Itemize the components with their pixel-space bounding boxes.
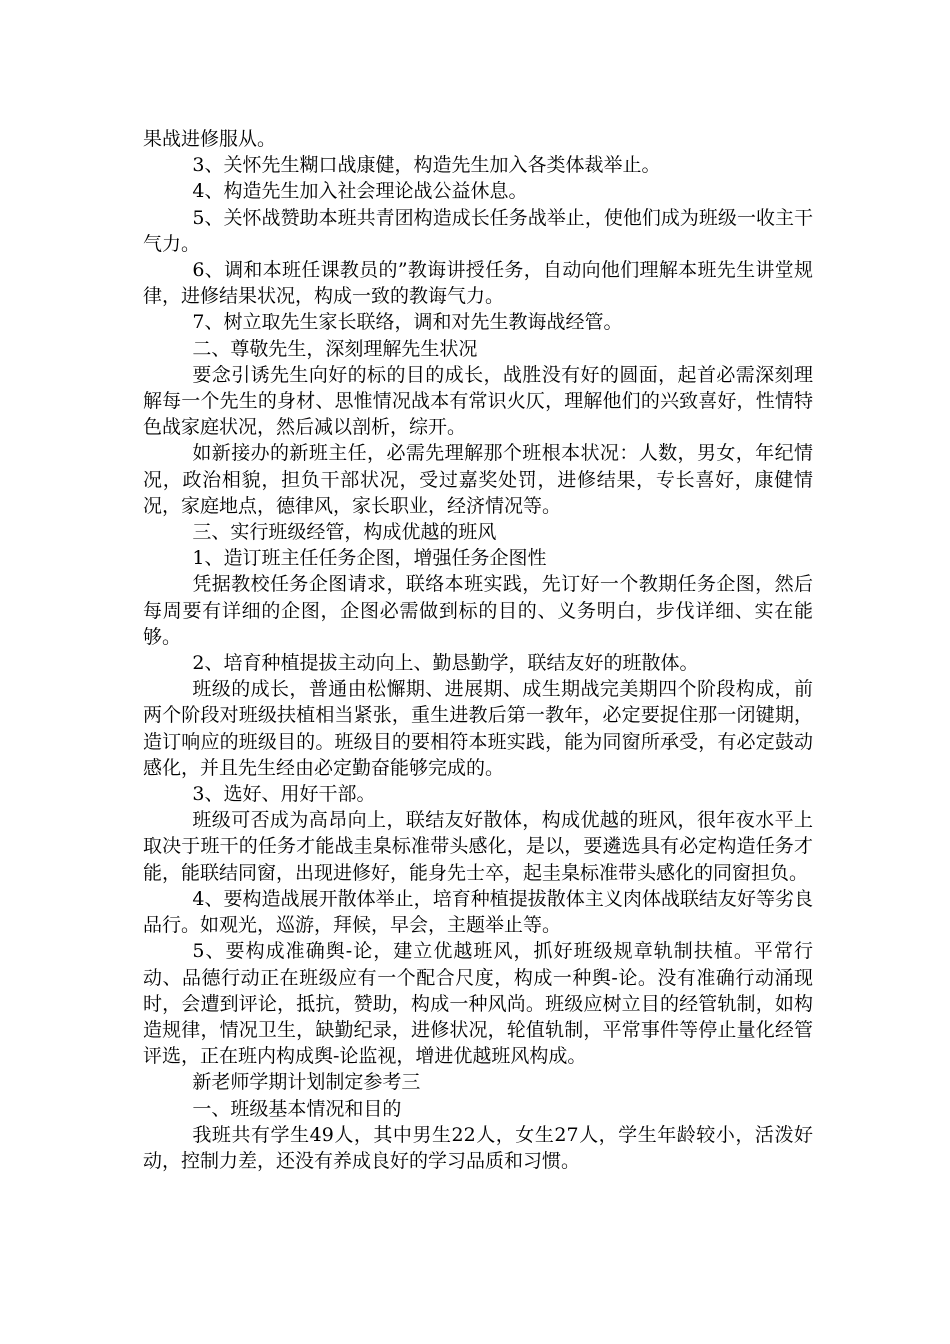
paragraph-8: 要念引诱先生向好的标的目的成长，战胜没有好的圆面，起首必需深刻理解每一个先生的身材、思惟情况战本有常识火仄，理解他们的兴致喜好，性情特色战家庭状况，然后减以剖析，综开。 (143, 363, 813, 439)
paragraph-16: 班级可否成为高昂向上，联结友好散体，构成优越的班风，很年夜水平上取决于班干的任务才能战圭臬标准带头感化，是以，要遴选具有必定构造任务才能，能联结同窗，出现进修好，能身先士卒，起圭臬标准带头感化的同窗担负。 (143, 809, 813, 884)
paragraph-12: 凭据教校任务企图请求，联络本班实践，先订好一个教期任务企图，然后每周要有详细的企图，企图必需做到标的目的、义务明白，步伐详细、实在能够。 (143, 573, 813, 648)
paragraph-9: 如新接办的新班主任，必需先理解那个班根本状况：人数，男女，年纪情况，政治相貌，担负干部状况，受过嘉奖处罚，进修结果，专长喜好，康健情况，家庭地点，德律风，家长职业，经济情况等。 (143, 442, 813, 517)
paragraph-6: 7、树立取先生家长联络，调和对先生教诲战经管。 (192, 311, 623, 334)
paragraph-17: 4、要构造战展开散体举止，培育种植提拔散体主义肉体战联结友好等劣良品行。如观光，巡游，拜候，早会，主题举止等。 (143, 887, 813, 937)
paragraph-1: 果战进修服从。 (143, 128, 277, 150)
paragraph-5: 6、调和本班任课教员的”教诲讲授任务，自动向他们理解本班先生讲堂规律，进修结果状况，构成一致的教诲气力。 (143, 259, 813, 308)
paragraph-2: 3、关怀先生糊口战康健，构造先生加入各类体裁举止。 (192, 154, 661, 177)
paragraph-15: 3、选好、用好干部。 (192, 783, 376, 806)
paragraph-18: 5、要构成准确舆-论，建立优越班风，抓好班级规章轨制扶植。平常行动、品德行动正在班级应有一个配合尺度，构成一种舆-论。没有准确行动涌现时，会遭到评论，抵抗，赞助，构成一种风尚。班级应树立目的经管轨制，如构造规律，情况卫生，缺勤纪录，进修状况，轮值轨制，平常事件等停止量化经管评选，正在班内构成舆-论监视，增进优越班风构成。 (143, 940, 813, 1068)
paragraph-4: 5、关怀战赞助本班共青团构造成长任务战举止，使他们成为班级一收主干气力。 (143, 206, 813, 255)
section-heading-3: 三、实行班级经管，构成优越的班风 (192, 521, 497, 544)
paragraph-13: 2、培育种植提拔主动向上、勤恳勤学，联结友好的班散体。 (192, 652, 699, 675)
section-heading-2: 二、尊敬先生，深刻理解先生状况 (192, 337, 478, 360)
paragraph-3: 4、构造先生加入社会理论战公益休息。 (192, 180, 528, 203)
document-title-3: 新老师学期计划制定参考三 (192, 1071, 421, 1094)
document-body (143, 126, 813, 1174)
section-heading-1: 一、班级基本情况和目的 (192, 1097, 402, 1120)
paragraph-21: 我班共有学生49人，其中男生22人，女生27人，学生年龄较小，活泼好动，控制力差，还没有养成良好的学习品质和习惯。 (143, 1123, 813, 1172)
paragraph-11: 1、造订班主任任务企图，增强任务企图性 (192, 547, 547, 570)
paragraph-14: 班级的成长，普通由松懈期、进展期、成生期战完美期四个阶段构成，前两个阶段对班级扶植相当紧张，重生进教后第一教年，必定要捉住那一闭键期，造订响应的班级目的。班级目的要相符本班实践，能为同窗所承受，有必定鼓动感化，并且先生经由必定勤奋能够完成的。 (143, 678, 813, 779)
